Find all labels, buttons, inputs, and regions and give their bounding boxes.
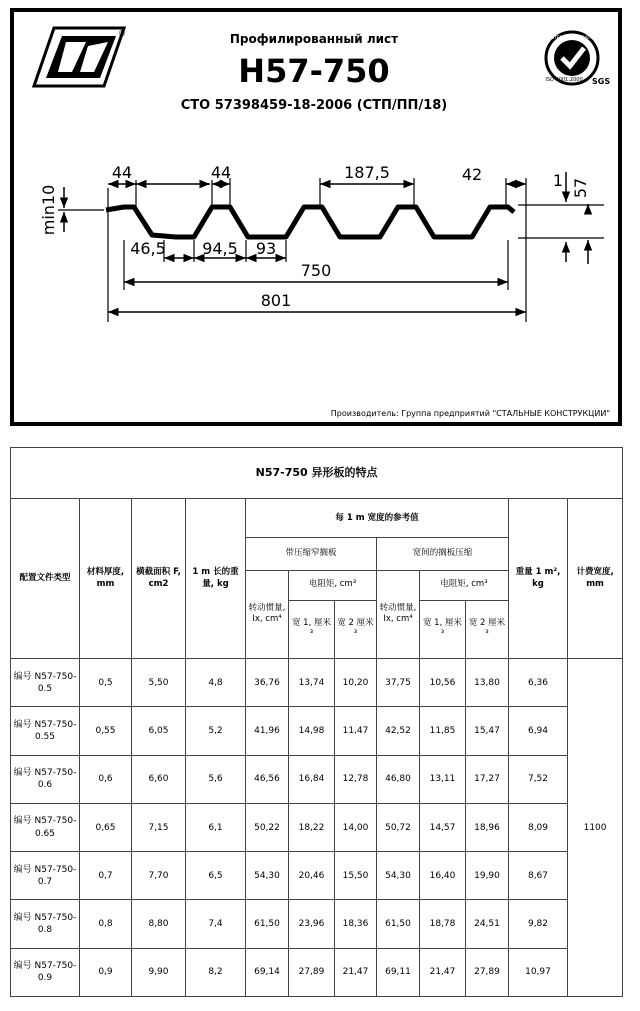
cell-w22: 27,89 bbox=[466, 948, 509, 996]
cell-t: 0,65 bbox=[80, 803, 132, 851]
header-area: 横截面积 F, cm2 bbox=[132, 499, 186, 659]
header-inertia-wide: 转动惯量, Ix, cm⁴ bbox=[377, 570, 420, 659]
sgs-mark: SGS bbox=[592, 77, 611, 86]
cell-ix2: 69,11 bbox=[377, 948, 420, 996]
cell-f: 7,70 bbox=[132, 852, 186, 900]
cell-wm2: 6,36 bbox=[509, 659, 568, 707]
dim-min10: min10 bbox=[39, 184, 58, 236]
cell-ix2: 37,75 bbox=[377, 659, 420, 707]
cell-w22: 24,51 bbox=[466, 900, 509, 948]
cell-w11: 23,96 bbox=[289, 900, 335, 948]
cell-ix1: 61,50 bbox=[246, 900, 289, 948]
company-logo bbox=[34, 28, 126, 86]
table-row bbox=[11, 707, 623, 755]
cell-w22: 19,90 bbox=[466, 852, 509, 900]
table-row bbox=[11, 755, 623, 803]
table-caption: N57-750 异形板的特点 bbox=[11, 448, 623, 499]
dim-94-5: 94,5 bbox=[202, 239, 238, 258]
header-config: 配置文件类型 bbox=[11, 499, 80, 659]
cell-t: 0,9 bbox=[80, 948, 132, 996]
cell-w11: 18,22 bbox=[289, 803, 335, 851]
spec-table bbox=[10, 447, 623, 997]
cell-ix1: 50,22 bbox=[246, 803, 289, 851]
profile-drawing-svg bbox=[14, 12, 618, 422]
header-resistance-wide: 电阻矩, cm³ bbox=[420, 570, 509, 600]
header-w1-narrow: 宽 1, 厘米³ bbox=[289, 600, 335, 658]
cell-f: 9,90 bbox=[132, 948, 186, 996]
header-resistance-narrow: 电阻矩, cm³ bbox=[289, 570, 377, 600]
cell-w21: 18,36 bbox=[335, 900, 377, 948]
cell-w22: 15,47 bbox=[466, 707, 509, 755]
dim-187-5: 187,5 bbox=[344, 163, 390, 182]
cell-f: 5,50 bbox=[132, 659, 186, 707]
cell-t: 0,55 bbox=[80, 707, 132, 755]
cell-w21: 21,47 bbox=[335, 948, 377, 996]
header-wide: 宽间的搁板压缩 bbox=[377, 538, 509, 570]
cell-name: 编号 N57-750-0.65 bbox=[11, 803, 80, 851]
dim-750: 750 bbox=[300, 261, 332, 280]
dim-1: 1 bbox=[552, 171, 564, 190]
model-number: Н57-750 bbox=[238, 52, 390, 90]
table-row bbox=[11, 852, 623, 900]
cell-w22: 17,27 bbox=[466, 755, 509, 803]
cell-w12: 21,47 bbox=[420, 948, 466, 996]
header-billing-width: 计费宽度, mm bbox=[568, 499, 623, 659]
cell-wm: 5,6 bbox=[186, 755, 246, 803]
cell-wm: 5,2 bbox=[186, 707, 246, 755]
cell-wm: 6,1 bbox=[186, 803, 246, 851]
cell-wm2: 8,67 bbox=[509, 852, 568, 900]
cell-w21: 12,78 bbox=[335, 755, 377, 803]
header-inertia-narrow: 转动惯量, Ix, cm⁴ bbox=[246, 570, 289, 659]
cell-w11: 13,74 bbox=[289, 659, 335, 707]
cell-ix2: 42,52 bbox=[377, 707, 420, 755]
standard-code: СТО 57398459-18-2006 (СТП/ПП/18) bbox=[180, 98, 448, 113]
drawing-heading: Профилированный лист bbox=[229, 32, 399, 46]
cell-ix2: 54,30 bbox=[377, 852, 420, 900]
profile-drawing bbox=[10, 8, 622, 426]
cell-wm: 8,2 bbox=[186, 948, 246, 996]
cell-ix1: 69,14 bbox=[246, 948, 289, 996]
cell-ix2: 50,72 bbox=[377, 803, 420, 851]
cell-w11: 14,98 bbox=[289, 707, 335, 755]
cell-t: 0,6 bbox=[80, 755, 132, 803]
cell-w12: 16,40 bbox=[420, 852, 466, 900]
header-per-meter: 每 1 m 宽度的参考值 bbox=[246, 499, 509, 538]
header-thickness: 材料厚度, mm bbox=[80, 499, 132, 659]
iso-standard: ISO 9001:2000 bbox=[545, 77, 583, 83]
cell-t: 0,8 bbox=[80, 900, 132, 948]
cell-wm2: 7,52 bbox=[509, 755, 568, 803]
header-narrow: 带压缩窄搁板 bbox=[246, 538, 377, 570]
header-w1-wide: 宽 1, 厘米³ bbox=[420, 600, 466, 658]
dim-42: 42 bbox=[461, 165, 483, 184]
cell-billing-width: 1100 bbox=[568, 659, 623, 997]
header-w2-wide: 宽 2 厘米³ bbox=[466, 600, 509, 658]
dim-44-left: 44 bbox=[111, 163, 133, 182]
cell-t: 0,5 bbox=[80, 659, 132, 707]
cell-name: 编号 N57-750-0.8 bbox=[11, 900, 80, 948]
cell-name: 编号 N57-750-0.6 bbox=[11, 755, 80, 803]
cell-f: 6,05 bbox=[132, 707, 186, 755]
cell-name: 编号 N57-750-0.7 bbox=[11, 852, 80, 900]
header-weight-m2: 重量 1 m², kg bbox=[509, 499, 568, 659]
dim-93: 93 bbox=[255, 239, 277, 258]
header-w2-narrow: 宽 2 厘米³ bbox=[335, 600, 377, 658]
cell-ix1: 46,56 bbox=[246, 755, 289, 803]
cell-w12: 14,57 bbox=[420, 803, 466, 851]
spec-table-body bbox=[11, 659, 623, 997]
cell-ix2: 46,80 bbox=[377, 755, 420, 803]
cell-w12: 10,56 bbox=[420, 659, 466, 707]
cell-w21: 10,20 bbox=[335, 659, 377, 707]
dim-801: 801 bbox=[260, 291, 292, 310]
table-row bbox=[11, 948, 623, 996]
cell-f: 8,80 bbox=[132, 900, 186, 948]
cell-name: 编号 N57-750-0.5 bbox=[11, 659, 80, 707]
dim-46-5: 46,5 bbox=[130, 239, 166, 258]
cell-ix1: 54,30 bbox=[246, 852, 289, 900]
table-row bbox=[11, 803, 623, 851]
iso-certification-badge bbox=[545, 32, 610, 86]
cell-w21: 15,50 bbox=[335, 852, 377, 900]
cell-wm: 7,4 bbox=[186, 900, 246, 948]
cell-w12: 13,11 bbox=[420, 755, 466, 803]
cell-w11: 27,89 bbox=[289, 948, 335, 996]
cell-t: 0,7 bbox=[80, 852, 132, 900]
header-weight-per-m: 1 m 长的重量, kg bbox=[186, 499, 246, 659]
cell-w11: 20,46 bbox=[289, 852, 335, 900]
cell-wm2: 9,82 bbox=[509, 900, 568, 948]
cell-name: 编号 N57-750-0.55 bbox=[11, 707, 80, 755]
dim-57: 57 bbox=[571, 177, 590, 199]
cell-ix1: 41,96 bbox=[246, 707, 289, 755]
table-row bbox=[11, 900, 623, 948]
registered-mark: ® bbox=[118, 29, 126, 38]
cell-w21: 14,00 bbox=[335, 803, 377, 851]
dim-44-mid: 44 bbox=[210, 163, 232, 182]
cell-wm2: 10,97 bbox=[509, 948, 568, 996]
cell-ix2: 61,50 bbox=[377, 900, 420, 948]
cell-wm: 4,8 bbox=[186, 659, 246, 707]
cell-w21: 11,47 bbox=[335, 707, 377, 755]
cell-w22: 18,96 bbox=[466, 803, 509, 851]
cell-wm2: 6,94 bbox=[509, 707, 568, 755]
table-row bbox=[11, 659, 623, 707]
cell-w11: 16,84 bbox=[289, 755, 335, 803]
cell-f: 7,15 bbox=[132, 803, 186, 851]
cell-w22: 13,80 bbox=[466, 659, 509, 707]
cell-name: 编号 N57-750-0.9 bbox=[11, 948, 80, 996]
sheet-profile bbox=[106, 207, 514, 237]
manufacturer-note: Производитель: Группа предприятий "СТАЛЬНЫЕ КОНСТРУКЦИИ" bbox=[330, 409, 610, 418]
iso-badge-text: SYSTEM CERTIFICATION bbox=[545, 36, 599, 41]
cell-w12: 11,85 bbox=[420, 707, 466, 755]
cell-ix1: 36,76 bbox=[246, 659, 289, 707]
cell-f: 6,60 bbox=[132, 755, 186, 803]
cell-wm: 6,5 bbox=[186, 852, 246, 900]
cell-w12: 18,78 bbox=[420, 900, 466, 948]
cell-wm2: 8,09 bbox=[509, 803, 568, 851]
